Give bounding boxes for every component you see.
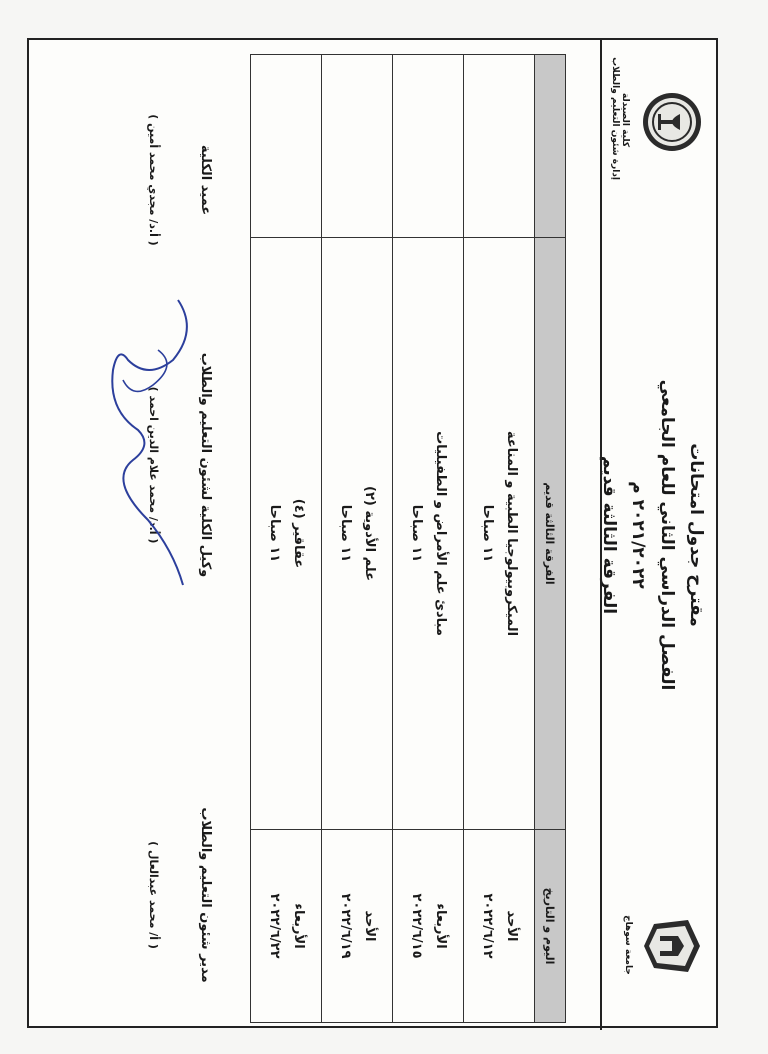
column-header-level: الفرقة الثالثة قديم bbox=[535, 238, 566, 830]
table-row bbox=[322, 55, 393, 1023]
signer-title: عميد الكلية bbox=[198, 144, 213, 216]
document-frame bbox=[27, 38, 718, 1028]
signature-block-affairs-director bbox=[147, 780, 213, 1010]
signature-block-vice-dean bbox=[147, 350, 213, 580]
date: ٢٠٢٢/٦/٢٢ bbox=[267, 893, 282, 959]
table-row bbox=[251, 55, 322, 1023]
day-date-cell bbox=[393, 830, 464, 1023]
time: ١١ صباحا bbox=[267, 504, 282, 563]
signer-name: ( أ.د/ مجدي محمد أمين ) bbox=[147, 114, 160, 246]
time: ١١ صباحا bbox=[409, 504, 424, 563]
subject-cell bbox=[251, 238, 322, 830]
day: الأحد bbox=[504, 910, 519, 942]
table-row bbox=[393, 55, 464, 1023]
department-label: إدارة شئون التعليم والطلاب bbox=[610, 57, 620, 180]
column-header-empty bbox=[535, 55, 566, 238]
header bbox=[599, 40, 718, 1030]
day-date-cell bbox=[464, 830, 535, 1023]
date: ٢٠٢٢/٦/١٥ bbox=[409, 893, 424, 959]
table-header-row bbox=[535, 55, 566, 1023]
university-name: جامعة سوهاج bbox=[623, 915, 633, 975]
time: ١١ صباحا bbox=[480, 504, 495, 563]
day: الأربعاء bbox=[433, 903, 448, 949]
title-block bbox=[594, 340, 710, 730]
signature-block-dean bbox=[147, 80, 213, 280]
empty-cell bbox=[464, 55, 535, 238]
empty-cell bbox=[393, 55, 464, 238]
time: ١١ صباحا bbox=[338, 504, 353, 563]
day-date-cell bbox=[322, 830, 393, 1023]
page-title: مقترح جدول امتحانات bbox=[686, 443, 706, 627]
day: الأحد bbox=[362, 910, 377, 942]
level-title: الفرقة الثالثة قديم bbox=[599, 455, 619, 615]
day-date-cell bbox=[251, 830, 322, 1023]
subject-cell bbox=[393, 238, 464, 830]
column-header-day: اليوم و التاريخ bbox=[535, 830, 566, 1023]
faculty-name bbox=[610, 57, 630, 180]
faculty-logo-icon bbox=[640, 90, 704, 154]
exam-schedule-table bbox=[250, 54, 566, 1023]
date: ٢٠٢٢/٦/١٩ bbox=[338, 893, 353, 959]
subject: عقاقير (٤) bbox=[291, 498, 306, 569]
term-title: الفصل الدراسي الثاني للعام الجامعي ٢٠٢١/٢٠٢٢ م bbox=[628, 379, 677, 691]
signer-name: ( أ/ محمد عبدالعال ) bbox=[147, 841, 160, 949]
signer-title: مدير شئون التعليم والطلاب bbox=[198, 807, 213, 983]
signer-name: ( أ.د/ محمد علام الدين احمد ) bbox=[147, 386, 160, 544]
subject: مبادئ علم الأمراض و الطفيليات bbox=[433, 431, 448, 636]
subject-cell bbox=[322, 238, 393, 830]
empty-cell bbox=[251, 55, 322, 238]
signer-title: وكيل الكلية لشئون التعليم والطلاب bbox=[198, 352, 213, 578]
subject: الميكروبيولوجيا الطبية و المناعة bbox=[504, 430, 519, 637]
faculty-label: كلية الصيدلة bbox=[620, 92, 630, 148]
subject: علم الأدوية (٢) bbox=[362, 486, 377, 581]
table-row bbox=[464, 55, 535, 1023]
day: الأربعاء bbox=[291, 903, 306, 949]
date: ٢٠٢٢/٦/١٢ bbox=[480, 893, 495, 959]
document-page bbox=[27, 40, 718, 1030]
header-divider bbox=[600, 40, 602, 1030]
university-logo-icon bbox=[640, 914, 704, 978]
subject-cell bbox=[464, 238, 535, 830]
empty-cell bbox=[322, 55, 393, 238]
